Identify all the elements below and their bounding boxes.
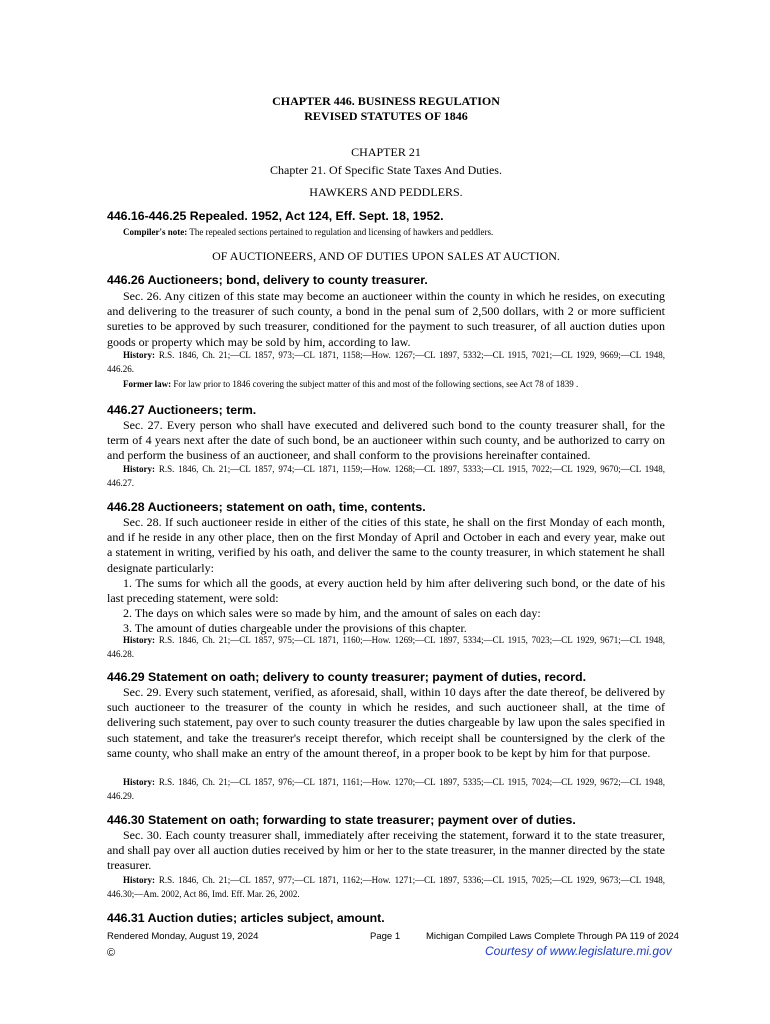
- history-label: History:: [123, 777, 155, 787]
- history-text: R.S. 1846, Ch. 21;—CL 1857, 973;—CL 1871, 1158;—How. 1267;—CL 1897, 5332;—CL 1915, 7021;—CL 1929, 9669;—CL 1948, 446.26.: [107, 350, 665, 374]
- section-body-446-29: [107, 685, 665, 761]
- compiler-note-text: The repealed sections pertained to regulation and licensing of hawkers and peddlers.: [187, 227, 494, 237]
- history-text: R.S. 1846, Ch. 21;—CL 1857, 976;—CL 1871, 1161;—How. 1270;—CL 1897, 5335;—CL 1915, 7024;—CL 1929, 9672;—CL 1948, 446.29.: [107, 777, 665, 801]
- history-label: History:: [123, 350, 155, 360]
- compiler-note-label: Compiler's note:: [123, 227, 188, 237]
- history-text: R.S. 1846, Ch. 21;—CL 1857, 975;—CL 1871, 1160;—How. 1269;—CL 1897, 5334;—CL 1915, 7023;—CL 1929, 9671;—CL 1948, 446.28.: [107, 635, 665, 659]
- former-law-label: Former law:: [123, 379, 172, 389]
- history-label: History:: [123, 635, 155, 645]
- history-446-28: [107, 634, 665, 661]
- former-law-446-26: [107, 378, 665, 392]
- section-body-446-27: [107, 418, 665, 464]
- footer-rendered-date: Rendered Monday, August 19, 2024: [107, 931, 259, 942]
- history-446-29: [107, 776, 665, 803]
- section-body-446-28: [107, 515, 665, 637]
- footer-copyright-symbol: ©: [107, 947, 116, 959]
- former-law-text: For law prior to 1846 covering the subject matter of this and most of the following sections, see Act 78 of 1839 .: [171, 379, 579, 389]
- section-heading-446-28: 446.28 Auctioneers; statement on oath, time, contents.: [107, 500, 426, 514]
- section-heading-446-26: 446.26 Auctioneers; bond, delivery to county treasurer.: [107, 273, 428, 287]
- section-text: Sec. 30. Each county treasurer shall, immediately after receiving the statement, forward it to the state treasurer, and shall pay over all auction duties received by him or her to the state treasurer, in the manner directed by the state treasurer.: [107, 828, 665, 873]
- section-heading-446-16: 446.16-446.25 Repealed. 1952, Act 124, Eff. Sept. 18, 1952.: [107, 209, 444, 223]
- history-446-27: [107, 463, 665, 490]
- chapter-number: CHAPTER 21: [351, 145, 421, 159]
- section-text: Sec. 26. Any citizen of this state may become an auctioneer within the county in which he resides, on executing and delivering to the treasurer of such county, a bond in the penal sum of 2,500 dollars, with 2 or more sufficient sureties to be approved by such treasurer, conditioned for the payment to such treasurer, of all auction duties upon goods or property which may be sold by him, according to law.: [107, 289, 665, 349]
- section-heading-446-30: 446.30 Statement on oath; forwarding to state treasurer; payment over of duties.: [107, 813, 576, 827]
- footer-courtesy-link[interactable]: Courtesy of www.legislature.mi.gov: [485, 944, 672, 958]
- section-text: Sec. 27. Every person who shall have executed and delivered such bond to the county treasurer shall, for the term of 4 years next after the date of such bond, be an auctioneer within such county, and be authorized to carry on and perform the business of an auctioneer, and shall conform to the provisions hereinafter contained.: [107, 418, 665, 463]
- section-text: Sec. 29. Every such statement, verified, as aforesaid, shall, within 10 days after the date thereof, be delivered by such auctioneer to the treasurer of the county in which he resides, and such auctioneer shall, at the time of delivering such statement, pay over to such county treasurer the duties chargeable by law upon the sales specified in such statement, and take the treasurer's receipt therefor, which receipt shall be countersigned by the clerk of the same county, who shall make an entry of the amount thereof, in a proper book to be kept by him for that purpose.: [107, 685, 665, 760]
- compiler-note: [107, 226, 665, 240]
- footer-page-number: Page 1: [370, 931, 401, 942]
- chapter-subtitle: REVISED STATUTES OF 1846: [304, 109, 468, 123]
- section-text: Sec. 28. If such auctioneer reside in either of the cities of this state, he shall on the first Monday of each month, and if he reside in any other place, then on the first Monday of April and October in each and every year, make out a statement in writing, verified by his oath, and deliver the same to the county treasurer, in which statement he shall designate particularly:: [107, 515, 665, 575]
- chapter-title: CHAPTER 446. BUSINESS REGULATION: [272, 94, 500, 108]
- chapter-name: Chapter 21. Of Specific State Taxes And Duties.: [270, 163, 502, 177]
- section-heading-446-29: 446.29 Statement on oath; delivery to county treasurer; payment of duties, record.: [107, 670, 587, 684]
- history-446-26: [107, 349, 665, 376]
- section-heading-446-31: 446.31 Auction duties; articles subject, amount.: [107, 911, 385, 925]
- history-label: History:: [123, 875, 155, 885]
- history-446-30: [107, 874, 665, 901]
- section-heading-446-27: 446.27 Auctioneers; term.: [107, 403, 257, 417]
- list-item: 2. The days on which sales were so made by him, and the amount of sales on each day:: [123, 606, 541, 621]
- history-label: History:: [123, 464, 155, 474]
- division-heading-auctioneers: OF AUCTIONEERS, AND OF DUTIES UPON SALES AT AUCTION.: [212, 249, 560, 263]
- section-body-446-30: [107, 828, 665, 874]
- footer-compiled-through: Michigan Compiled Laws Complete Through PA 119 of 2024: [426, 931, 679, 942]
- list-item: 1. The sums for which all the goods, at every auction held by him after delivering such bond, or the date of his last preceding statement, were sold:: [107, 575, 665, 606]
- history-text: R.S. 1846, Ch. 21;—CL 1857, 977;—CL 1871, 1162;—How. 1271;—CL 1897, 5336;—CL 1915, 7025;—CL 1929, 9673;—CL 1948, 446.30;—Am. 2002, Act 86, Imd. Eff. Mar. 26, 2002.: [107, 875, 665, 899]
- section-body-446-26: [107, 289, 665, 350]
- division-heading-hawkers: HAWKERS AND PEDDLERS.: [309, 185, 463, 199]
- history-text: R.S. 1846, Ch. 21;—CL 1857, 974;—CL 1871, 1159;—How. 1268;—CL 1897, 5333;—CL 1915, 7022;—CL 1929, 9670;—CL 1948, 446.27.: [107, 464, 665, 488]
- list-item: 3. The amount of duties chargeable under the provisions of this chapter.: [123, 621, 467, 636]
